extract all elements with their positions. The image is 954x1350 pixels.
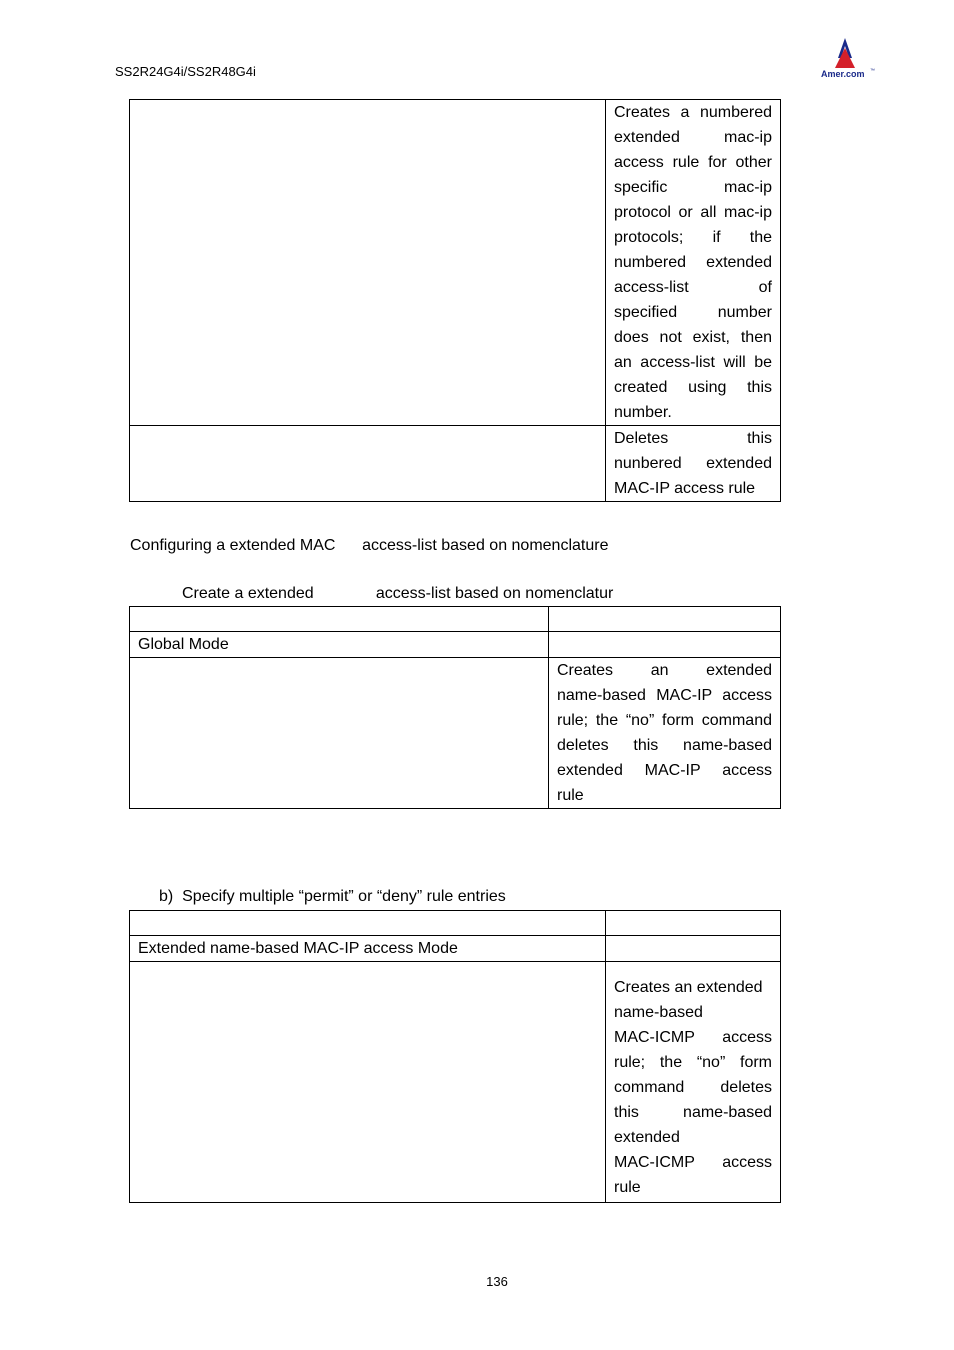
mode-explanation-cell — [606, 936, 781, 962]
amer-logo — [818, 36, 876, 84]
mode-cell: Global Mode — [130, 632, 549, 658]
explanation-cell: Deletes this nunbered extended MAC-IP access rule — [606, 426, 781, 502]
page-number: 136 — [486, 1274, 508, 1289]
header-cell-command — [130, 607, 549, 632]
header-cell-command — [130, 911, 606, 936]
mode-row — [130, 936, 781, 962]
mode-explanation-cell — [549, 632, 781, 658]
explanation-cell: Creates a numbered extended mac-ip access rule for other specific mac-ip protocol or all mac-ip protocols; if the numbered extended access-list of specified number does not exist, then an access-list will be created using this number. — [606, 100, 781, 426]
header-cell-explanation — [549, 607, 781, 632]
table-header-row — [130, 911, 781, 936]
section-title: Configuring a extended MAC access-list based on nomenclature — [130, 537, 609, 554]
table-row — [130, 962, 781, 1203]
explanation-cell: Creates an extended name-based MAC-IP access rule; the “no” form command deletes this name-based extended MAC-IP access rule — [549, 658, 781, 809]
command-cell — [130, 100, 606, 426]
command-cell — [130, 426, 606, 502]
table-row — [130, 426, 781, 502]
table-header-row — [130, 607, 781, 632]
command-cell — [130, 962, 606, 1203]
step-a-text: Create a extended access-list based on nomenclatur — [182, 585, 614, 602]
mode-cell: Extended name-based MAC-IP access Mode — [130, 936, 606, 962]
header-cell-explanation — [606, 911, 781, 936]
numbered-rule-table — [129, 99, 781, 502]
command-cell — [130, 658, 549, 809]
table-row — [130, 658, 781, 809]
step-b-text: b) Specify multiple “permit” or “deny” rule entries — [159, 888, 506, 905]
document-model-header: SS2R24G4i/SS2R48G4i — [115, 64, 256, 79]
global-mode-table — [129, 606, 781, 809]
table-row — [130, 100, 781, 426]
mode-row — [130, 632, 781, 658]
extended-mode-table — [129, 910, 781, 1203]
logo-trademark: ™ — [870, 68, 875, 74]
explanation-cell: Creates an extended name-based MAC-ICMP access rule; the “no” form command deletes this name-based extended MAC-ICMP access rule — [606, 962, 781, 1203]
logo-text: Amer.com — [821, 69, 865, 79]
